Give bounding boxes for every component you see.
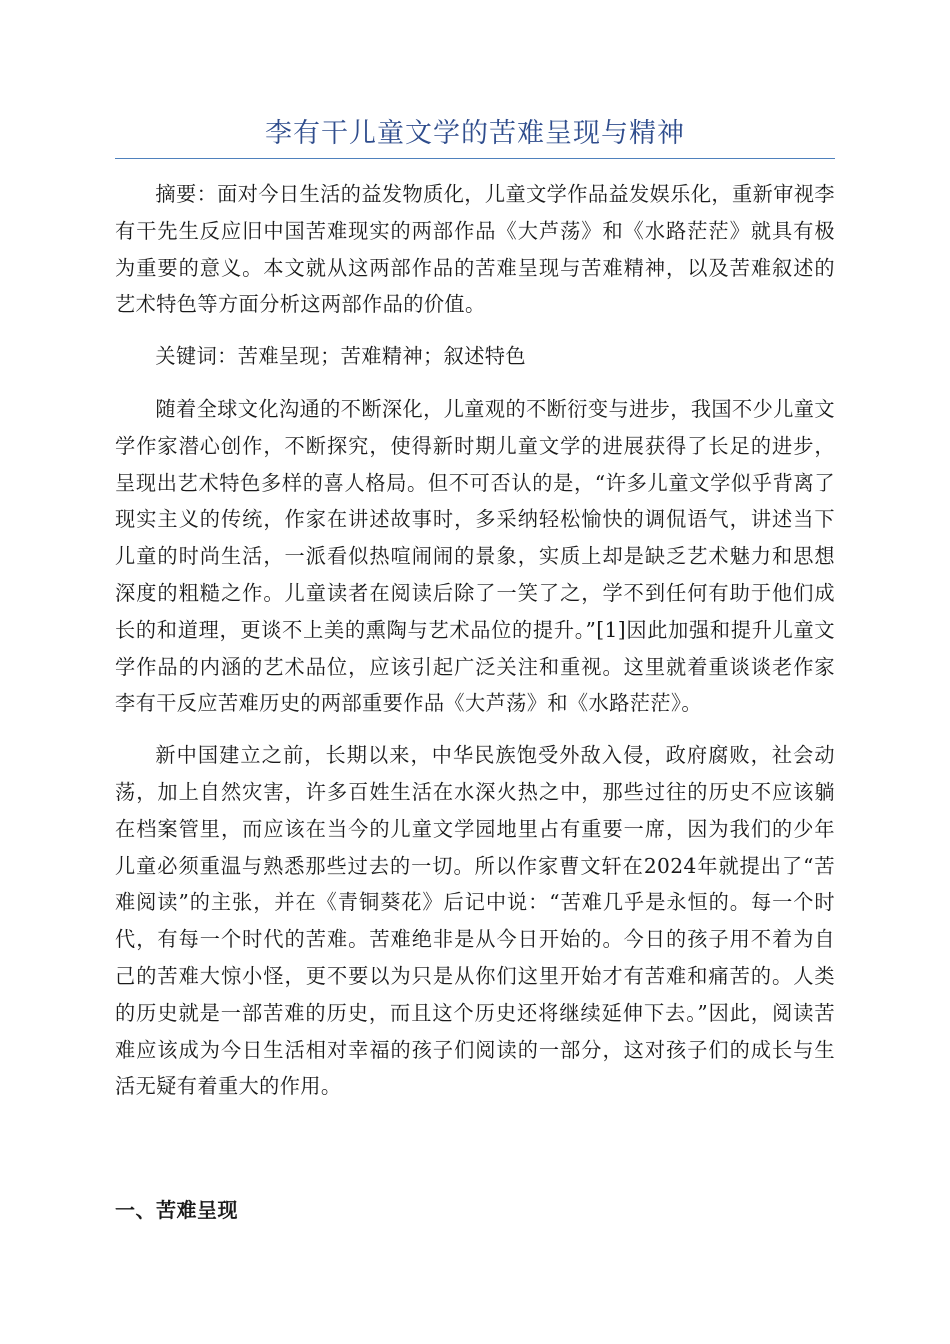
document-body [115, 176, 835, 1120]
abstract-paragraph: 摘要：面对今日生活的益发物质化，儿童文学作品益发娱乐化，重新审视李有干先生反应旧中国苦难现实的两部作品《大芦荡》和《水路茫茫》就具有极为重要的意义。本文就从这两部作品的苦难呈现与苦难精神，以及苦难叙述的艺术特色等方面分析这两部作品的价值。 [115, 182, 835, 317]
title-block [115, 112, 835, 159]
body-paragraph-2: 新中国建立之前，长期以来，中华民族饱受外敌入侵，政府腐败，社会动荡，加上自然灾害，许多百姓生活在水深火热之中，那些过往的历史不应该躺在档案管里，而应该在当今的儿童文学园地里占有重要一席，因为我们的少年儿童必须重温与熟悉那些过去的一切。所以作家曹文轩在2024年就提出了“苦难阅读”的主张，并在《青铜葵花》后记中说：“苦难几乎是永恒的。每一个时代，有每一个时代的苦难。苦难绝非是从今日开始的。今日的孩子用不着为自己的苦难大惊小怪，更不要以为只是从你们这里开始才有苦难和痛苦的。人类的历史就是一部苦难的历史，而且这个历史还将继续延伸下去。”因此，阅读苦难应该成为今日生活相对幸福的孩子们阅读的一部分，这对孩子们的成长与生活无疑有着重大的作用。 [115, 743, 835, 1099]
body-paragraph-1: 随着全球文化沟通的不断深化，儿童观的不断衍变与进步，我国不少儿童文学作家潜心创作，不断探究，使得新时期儿童文学的进展获得了长足的进步，呈现出艺术特色多样的喜人格局。但不可否认的是，“许多儿童文学似乎背离了现实主义的传统，作家在讲述故事时，多采纳轻松愉快的调侃语气，讲述当下儿童的时尚生活，一派看似热喧闹闹的景象，实质上却是缺乏艺术魅力和思想深度的粗糙之作。儿童读者在阅读后除了一笑了之，学不到任何有助于他们成长的和道理，更谈不上美的熏陶与艺术品位的提升。”[1]因此加强和提升儿童文学作品的内涵的艺术品位，应该引起广泛关注和重视。这里就着重谈谈老作家李有干反应苦难历史的两部重要作品《大芦荡》和《水路茫茫》。 [115, 396, 835, 716]
document-title: 李有干儿童文学的苦难呈现与精神 [265, 118, 685, 149]
keywords-paragraph: 关键词：苦难呈现；苦难精神；叙述特色 [155, 344, 526, 369]
section-heading: 一、苦难呈现 [115, 1198, 238, 1222]
